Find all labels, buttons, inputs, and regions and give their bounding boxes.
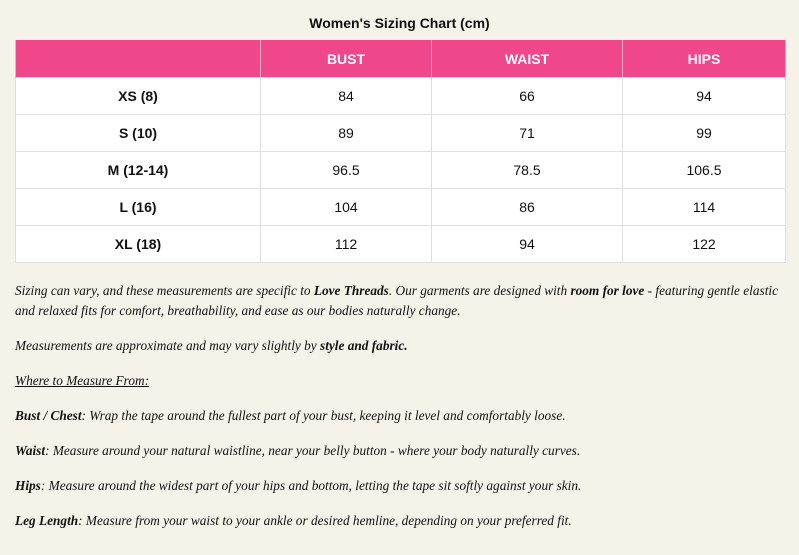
table-row (16, 78, 786, 115)
waist-value: 78.5 (432, 152, 623, 189)
header-size (16, 40, 261, 78)
table-header-row (16, 40, 786, 78)
brand-name: Love Threads (313, 283, 389, 298)
waist-label: Waist (15, 443, 46, 458)
size-label: XS (8) (16, 78, 261, 115)
header-hips: HIPS (623, 40, 786, 78)
sizing-notes (15, 281, 790, 531)
table-row (16, 189, 786, 226)
table-row (16, 226, 786, 263)
size-label: XL (18) (16, 226, 261, 263)
style-fabric-emphasis: style and fabric. (320, 338, 408, 353)
hips-value: 99 (623, 115, 786, 152)
waist-value: 71 (432, 115, 623, 152)
size-label: M (12-14) (16, 152, 261, 189)
sizing-table (15, 40, 786, 263)
waist-text: : Measure around your natural waistline, near your belly button - where your body naturally curves. (45, 443, 581, 458)
sizing-disclaimer (15, 281, 790, 321)
hips-instruction (15, 476, 790, 496)
approximation-note (15, 336, 790, 356)
header-bust: BUST (261, 40, 432, 78)
waist-value: 66 (432, 78, 623, 115)
table-row (16, 115, 786, 152)
hips-text: : Measure around the widest part of your hips and bottom, letting the tape sit softly against your skin. (40, 478, 582, 493)
leg-label: Leg Length (15, 513, 79, 528)
bust-value: 112 (261, 226, 432, 263)
bust-label: Bust / Chest (15, 408, 82, 423)
hips-value: 114 (623, 189, 786, 226)
size-label: S (10) (16, 115, 261, 152)
waist-value: 86 (432, 189, 623, 226)
bust-value: 84 (261, 78, 432, 115)
bust-value: 89 (261, 115, 432, 152)
disclaimer-text: . Our garments are designed with (388, 283, 571, 298)
bust-text: : Wrap the tape around the fullest part of your bust, keeping it level and comfortably loose. (81, 408, 566, 423)
waist-instruction (15, 441, 790, 461)
table-row (16, 152, 786, 189)
disclaimer-text: - featuring gentle elastic and relaxed fits for comfort, breathability, and ease as our bodies naturally change. (15, 283, 778, 318)
approximation-text: Measurements are approximate and may vary slightly by (15, 338, 321, 353)
hips-value: 122 (623, 226, 786, 263)
bust-instruction (15, 406, 790, 426)
leg-text: : Measure from your waist to your ankle or desired hemline, depending on your preferred fit. (78, 513, 572, 528)
hips-value: 106.5 (623, 152, 786, 189)
size-label: L (16) (16, 189, 261, 226)
leg-instruction (15, 511, 790, 531)
hips-label: Hips (15, 478, 41, 493)
measure-heading: Where to Measure From: (15, 373, 150, 388)
bust-value: 104 (261, 189, 432, 226)
hips-value: 94 (623, 78, 786, 115)
waist-value: 94 (432, 226, 623, 263)
bust-value: 96.5 (261, 152, 432, 189)
disclaimer-text: Sizing can vary, and these measurements are specific to (15, 283, 314, 298)
header-waist: WAIST (432, 40, 623, 78)
room-for-love-emphasis: room for love (570, 283, 645, 298)
chart-title: Women's Sizing Chart (cm) (309, 15, 490, 31)
